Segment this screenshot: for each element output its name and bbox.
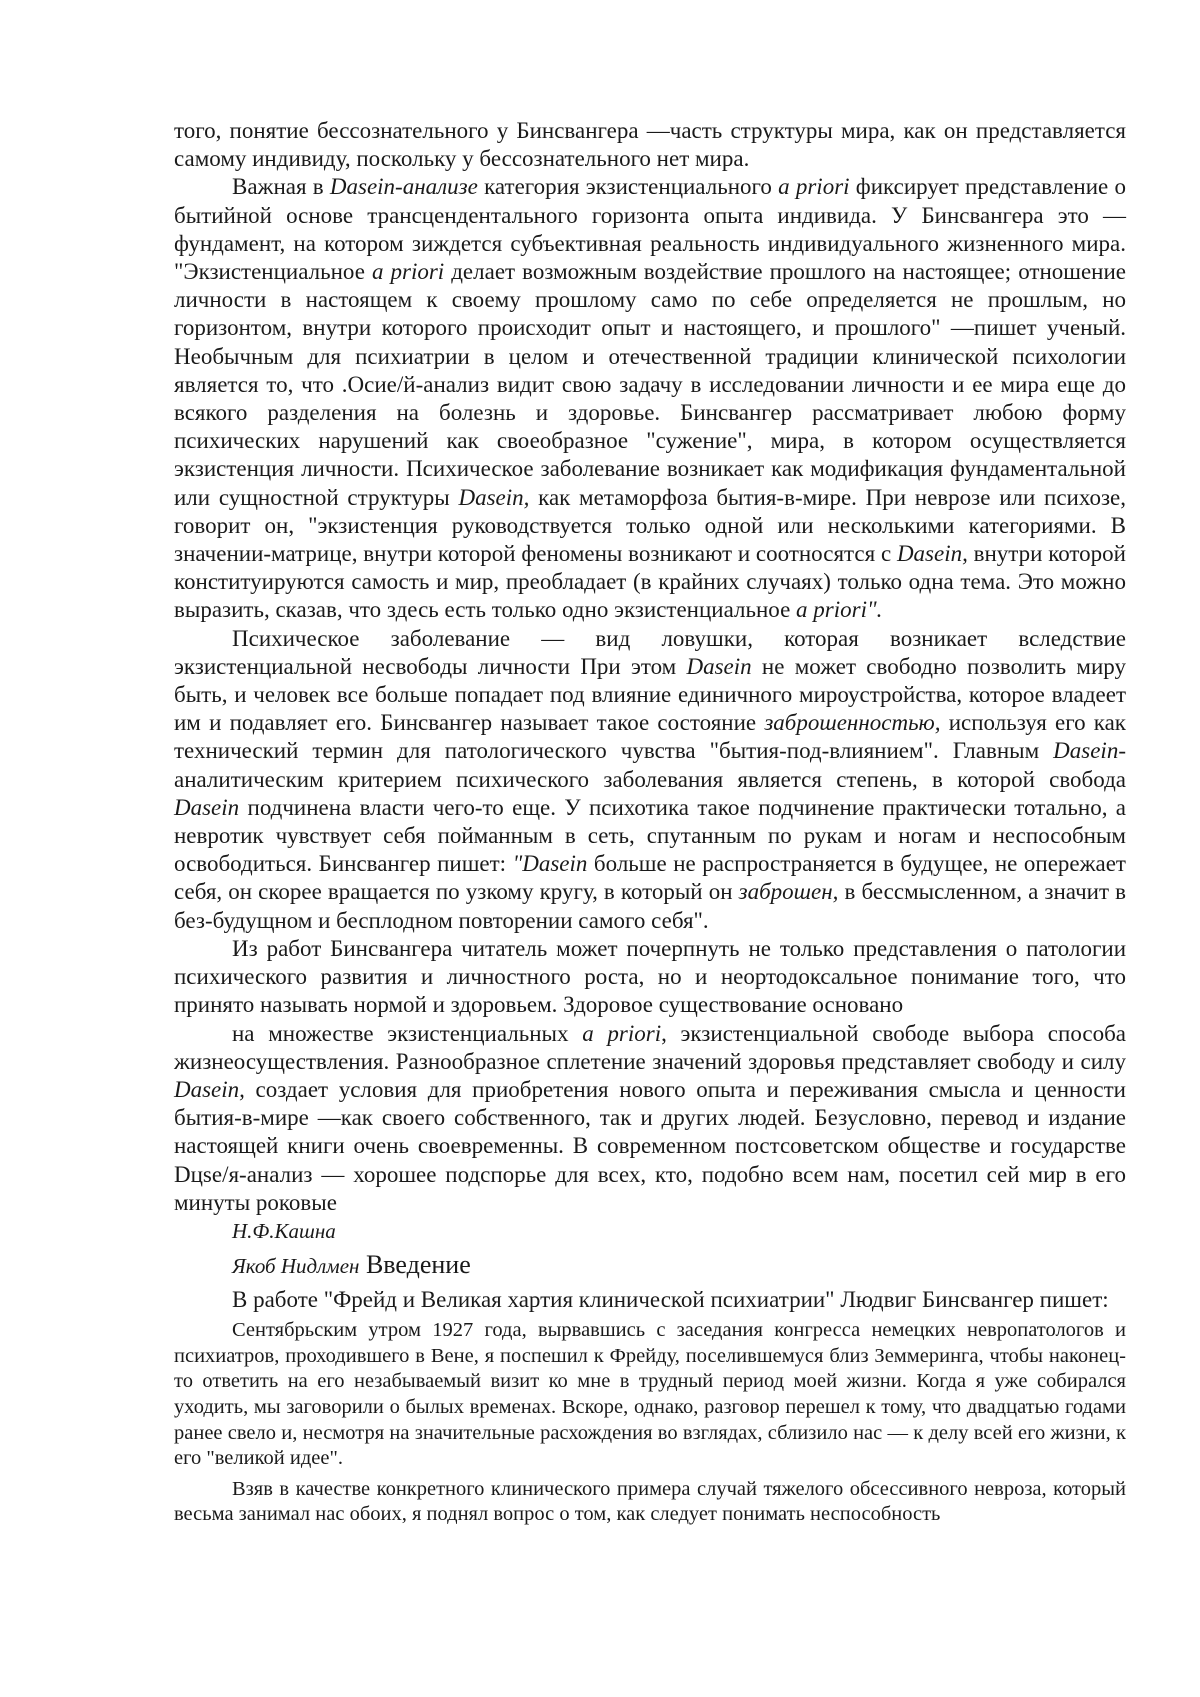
italic-term: Dasein,: [458, 484, 530, 510]
quote-paragraph-2: Взяв в качестве конкретного клинического примера случай тяжелого обсессивного невроза, который весьма занимал нас обоих, я поднял вопрос о том, как следует понимать неспособность: [174, 1477, 1126, 1526]
paragraph-5: на множестве экзистенциальных a priori, экзистенциальной свободе выбора способа жизнеосуществления. Разнообразное сплетение значений здоровья представляет свободу и силу Dasein, создает условия для приобретения нового опыта и переживания смысла и ценности бытия-в-мире —как своего собственного, так и других людей. Безусловно, перевод и издание настоящей книги очень своевременны. В современном постсоветском обществе и государстве Dцse/я-анализ — хорошее подспорье для всех, кто, подобно всем нам, посетил сей мир в его минуты роковые: [174, 1020, 1127, 1215]
paragraph-4: Из работ Бинсвангера читатель может почерпнуть не только представления о патологии психического развития и личностного роста, но и неортодоксальное понимание того, что принято называть нормой и здоровьем. Здоровое существование основано: [174, 935, 1126, 1018]
intro-text: [174, 1286, 1126, 1314]
intro-paragraph: В работе "Фрейд и Великая хартия клинической психиатрии" Людвиг Бинсвангер пишет:: [232, 1286, 1109, 1312]
italic-term: заброшенностью,: [764, 710, 941, 736]
italic-term: a priori: [582, 1020, 662, 1046]
block-quote: [174, 1318, 1126, 1528]
italic-term: a priori: [778, 174, 850, 200]
italic-term: Dasein: [1053, 738, 1119, 764]
signature: Н.Ф.Кашна: [232, 1218, 336, 1243]
italic-term: "Dasein: [512, 851, 588, 877]
chapter-heading: [232, 1247, 1126, 1284]
italic-term: Dasein,: [174, 1076, 245, 1102]
chapter-author: Якоб Нидлмен: [232, 1253, 360, 1278]
italic-term: Dasein-анализе: [329, 174, 478, 200]
chapter-title: Введение: [365, 1249, 471, 1279]
document-page: [174, 117, 1126, 1528]
italic-term: a priori: [371, 259, 445, 285]
italic-term: Dasein: [174, 794, 240, 820]
paragraph-1: того, понятие бессознательного у Бинсвангера —часть структуры мира, как он представляется самому индивиду, поскольку у бессознательного нет мира.: [174, 118, 1126, 172]
italic-term: Dasein,: [896, 541, 968, 567]
preface-text: [174, 117, 1126, 1217]
italic-term: заброшен,: [738, 879, 839, 905]
italic-term: Dasein: [686, 653, 752, 679]
paragraph-2: Важная в Dasein-анализе категория экзистенциального a priori фиксирует представление о бытийной основе трансцендентального горизонта опыта индивида. У Бинсвангера это — фундамент, на котором зиждется субъективная реальность индивидуального жизненного мира. "Экзистенциальное a priori делает возможным воздействие прошлого на настоящее; отношение личности в настоящем к своему прошлому само по себе определяется не прошлым, но горизонтом, внутри которого происходит опыт и настоящего, и прошлого" —пишет ученый. Необычным для психиатрии в целом и отечественной традиции клинической психологии является то, что .Осие/й-анализ видит свою задачу в исследовании личности и ее мира еще до всякого разделения на болезнь и здоровье. Бинсвангер рассматривает любою форму психических нарушений как своеобразное "сужение", мира, в котором осуществляется экзистенция личности. Психическое заболевание возникает как модификация фундаментальной или сущностной структуры Dasein, как метаморфоза бытия-в-мире. При неврозе или психозе, говорит он, "экзистенция руководствуется только одной или несколькими категориями. В значении-матрице, внутри которой феномены возникают и соотносятся с Dasein, внутри которой конституируются самость и мир, преобладает (в крайних случаях) только одна тема. Это можно выразить, сказав, что здесь есть только одно экзистенциальное a priori".: [174, 174, 1127, 623]
quote-paragraph-1: Сентябрьским утром 1927 года, вырвавшись с заседания конгресса немецких невропатологов и психиатров, проходившего в Вене, я поспешил к Фрейду, поселившемуся близ Земмеринга, чтобы наконец-то ответить на его незабываемый визит ко мне в трудный период моей жизни. Когда я уже собирался уходить, мы заговорили о былых временах. Вскоре, однако, разговор перешел к тому, что двадцатью годами ранее свело и, несмотря на значительные расхождения во взглядах, сблизило нас — к делу всей его жизни, к его "великой идее".: [174, 1319, 1126, 1470]
paragraph-3: Психическое заболевание — вид ловушки, которая возникает вследствие экзистенциальной несвободы личности При этом Dasein не может свободно позволить миру быть, и человек все больше попадает под влияние единичного мироустройства, которое владеет им и подавляет его. Бинсвангер называет такое состояние заброшенностью, используя его как технический термин для патологического чувства "бытия-под-влиянием". Главным Dasein-аналитическим критерием психического заболевания является степень, в которой свобода Dasein подчинена власти чего-то еще. У психотика такое подчинение практически тотально, а невротик чувствует себя пойманным в сеть, спутанным по рукам и ногам и неспособным освободиться. Бинсвангер пишет: "Dasein больше не распространяется в будущее, не опережает себя, он скорее вращается по узкому кругу, в который он заброшен, в бессмысленном, а значит в без-будущном и бесплодном повторении самого себя".: [174, 625, 1126, 933]
italic-term: a priori".: [796, 597, 883, 623]
